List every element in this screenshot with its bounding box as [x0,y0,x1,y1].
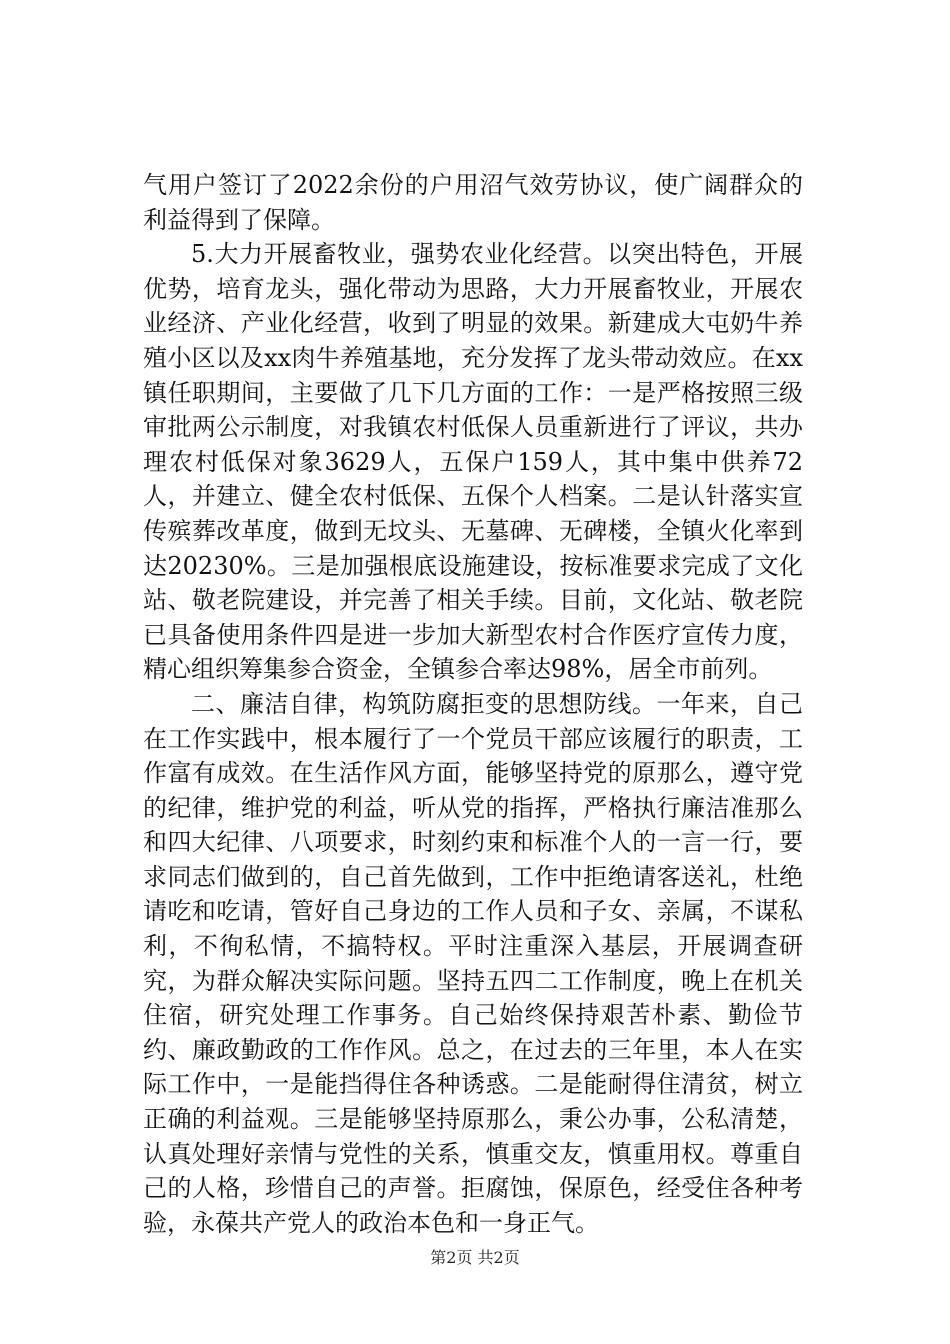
paragraph-2: 5.大力开展畜牧业，强势农业化经营。以突出特色，开展优势，培育龙头，强化带动为思路，大力开展畜牧业，开展农业经济、产业化经营，收到了明显的效果。新建成大屯奶牛养殖小区以及xx肉牛养殖基地，充分发挥了龙头带动效应。在xx镇任职期间，主要做了几下几方面的工作：一是严格按照三级审批两公示制度，对我镇农村低保人员重新进行了评议，共办理农村低保对象3629人，五保户159人，其中集中供养72人，并建立、健全农村低保、五保个人档案。二是认针落实宣传殡葬改革度，做到无坟头、无墓碑、无碑楼，全镇火化率到达20230%。三是加强根底设施建设，按标准要求完成了文化站、敬老院建设，并完善了相关手续。目前，文化站、敬老院已具备使用条件四是进一步加大新型农村合作医疗宣传力度，精心组织筹集参合资金，全镇参合率达98%，居全市前列。 [143,240,803,684]
page-footer: 第2页 共2页 [430,1248,520,1267]
document-body [143,168,803,1240]
paragraph-3: 二、廉洁自律，构筑防腐拒变的思想防线。一年来，自己在工作实践中，根本履行了一个党员干部应该履行的职责，工作富有成效。在生活作风方面，能够坚持党的原那么，遵守党的纪律，维护党的利益，听从党的指挥，严格执行廉洁准那么和四大纪律、八项要求，时刻约束和标准个人的一言一行，要求同志们做到的，自己首先做到，工作中拒绝请客送礼，杜绝请吃和吃请，管好自己身边的工作人员和子女、亲属，不谋私利，不徇私情，不搞特权。平时注重深入基层，开展调查研究，为群众解决实际问题。坚持五四二工作制度，晚上在机关住宿，研究处理工作事务。自己始终保持艰苦朴素、勤俭节约、廉政勤政的工作作风。总之，在过去的三年里，本人在实际工作中，一是能挡得住各种诱惑。二是能耐得住清贫，树立正确的利益观。三是能够坚持原那么，秉公办事，公私清楚，认真处理好亲情与党性的关系，慎重交友，慎重用权。尊重自己的人格，珍惜自己的声誉。拒腐蚀，保原色，经受住各种考验，永葆共产党人的政治本色和一身正气。 [143,689,803,1237]
paragraph-1: 气用户签订了2022余份的户用沼气效劳协议，使广阔群众的利益得到了保障。 [143,171,803,234]
